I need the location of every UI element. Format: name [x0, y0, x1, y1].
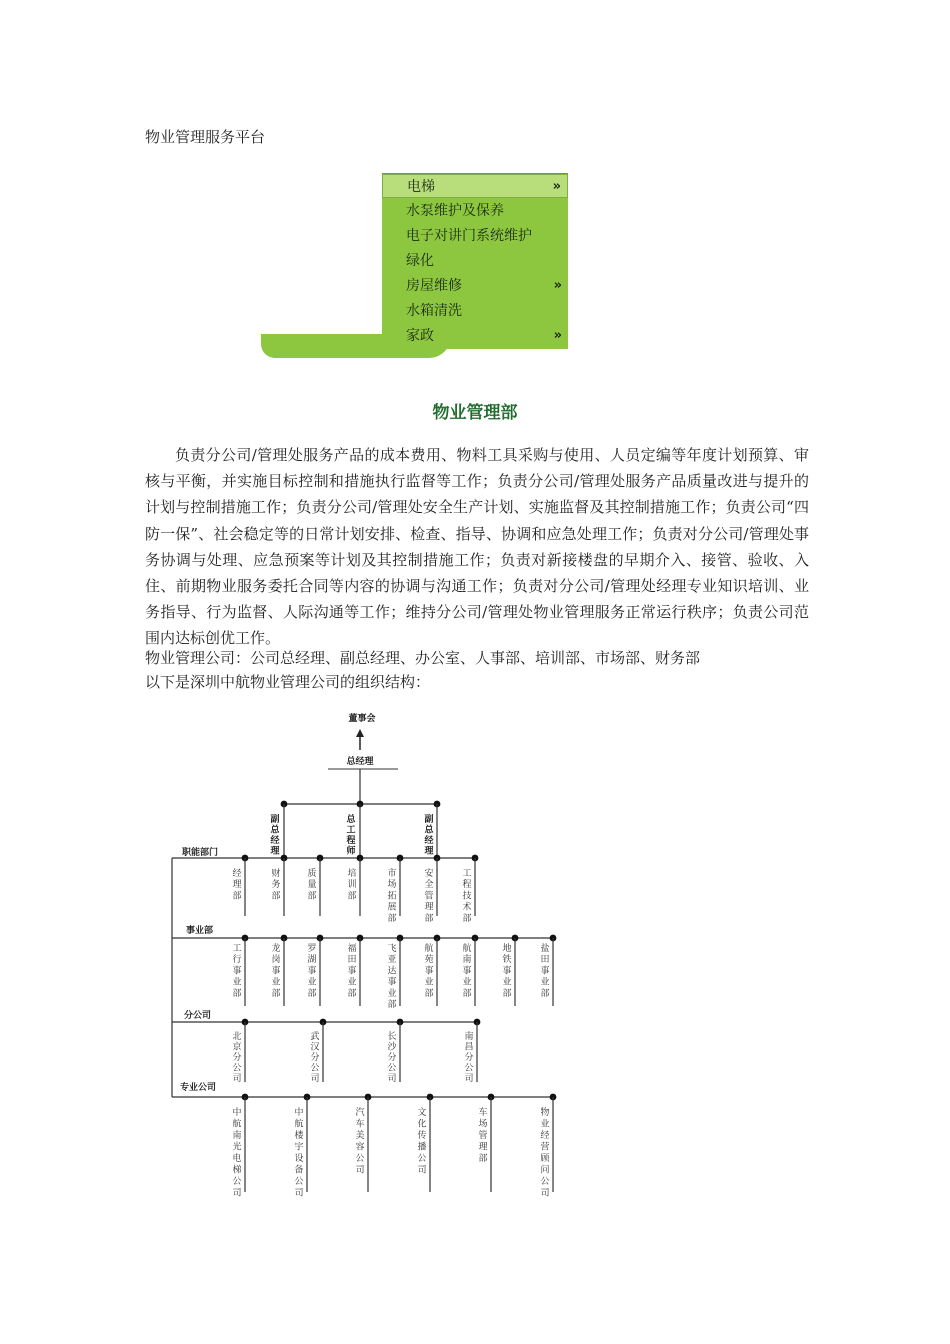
page-title: 物业管理服务平台: [145, 128, 266, 146]
node-dot: [434, 801, 441, 808]
group-label: 分公司: [184, 1011, 212, 1021]
node-dot: [242, 1019, 249, 1026]
node-dot: [474, 1019, 481, 1026]
node-dot: [242, 855, 249, 862]
unit-label: 工行事业部: [232, 944, 242, 999]
menu-item-label: 水泵维护及保养: [406, 203, 504, 219]
menu-item-house-repair[interactable]: [382, 274, 568, 298]
board-label: 董事会: [348, 714, 376, 724]
unit-label: 南昌分公司: [464, 1032, 474, 1084]
unit-label: 市场拓展部: [387, 869, 397, 924]
node-dot: [550, 935, 557, 942]
menu-item-tank-cleaning[interactable]: [382, 299, 568, 323]
unit-label: 龙岗事业部: [271, 944, 281, 999]
executive-label: 总工程师: [346, 815, 356, 857]
unit-label: 盐田事业部: [540, 944, 550, 999]
group-label: 专业公司: [180, 1083, 217, 1093]
unit-label: 安全管理部: [424, 869, 434, 924]
menu-item-greening[interactable]: [382, 249, 568, 273]
node-dot: [488, 1094, 495, 1101]
menu-item-label: 电子对讲门系统维护: [406, 228, 532, 244]
unit-label: 经理部: [232, 869, 242, 902]
menu-item-elevator[interactable]: [382, 174, 568, 198]
section-heading: 物业管理部: [432, 403, 518, 423]
unit-label: 武汉分公司: [310, 1032, 320, 1084]
executive-label: 副总经理: [424, 815, 434, 857]
node-dot: [397, 1019, 404, 1026]
service-menu: [382, 173, 568, 349]
company-departments: 物业管理公司：公司总经理、副总经理、办公室、人事部、培训部、市场部、财务部: [145, 649, 701, 667]
unit-label: 航南事业部: [462, 944, 472, 999]
node-dot: [365, 1094, 372, 1101]
node-dot: [317, 855, 324, 862]
unit-label: 中航南光电梯公司: [232, 1108, 242, 1199]
section-body: 负责分公司/管理处服务产品的成本费用、物料工具采购与使用、人员定编等年度计划预算、审核与平衡，并实施目标控制和措施执行监督等工作；负责分公司/管理处服务产品质量改进与提升的计划与控制措施工作；负责分公司/管理处安全生产计划、实施监督及其控制措施工作；负责公司“四防一保”、社会稳定等的日常计划安排、检查、指导、协调和应急处理工作；负责对分公司/管理处事务协调与处理、应急预案等计划及其控制措施工作；负责对新接楼盘的早期介入、接管、验收、入住、前期物业服务委托合同等内容的协调与沟通工作；负责对分公司/管理处经理专业知识培训、业务指导、行为监督、人际沟通等工作；维持分公司/管理处物业管理服务正常运行秩序；负责公司范围内达标创优工作。: [145, 446, 809, 648]
node-dot: [550, 1094, 557, 1101]
unit-label: 中航楼宇设备公司: [294, 1108, 304, 1199]
group-label: 事业部: [186, 926, 214, 936]
group-label: 职能部门: [182, 848, 219, 858]
node-dot: [242, 935, 249, 942]
menu-item-label: 房屋维修: [406, 278, 462, 294]
executive-label: 副总经理: [270, 815, 280, 857]
node-dot: [397, 855, 404, 862]
chevron-right-icon: »: [553, 278, 562, 293]
unit-label: 汽车美容公司: [355, 1108, 365, 1176]
unit-label: 福田事业部: [347, 944, 357, 999]
unit-label: 物业经营顾问公司: [540, 1108, 550, 1199]
node-dot: [320, 1019, 327, 1026]
node-dot: [427, 1094, 434, 1101]
unit-label: 财务部: [271, 869, 281, 902]
unit-label: 质量部: [307, 869, 317, 902]
unit-label: 工程技术部: [462, 869, 472, 924]
chevron-right-icon: »: [553, 328, 562, 343]
node-dot: [434, 935, 441, 942]
menu-item-water-pump[interactable]: [382, 199, 568, 223]
unit-label: 车场管理部: [478, 1108, 488, 1164]
node-dot: [472, 855, 479, 862]
org-intro: 以下是深圳中航物业管理公司的组织结构：: [145, 673, 431, 691]
general-manager-label: 总经理: [346, 757, 374, 767]
node-dot: [357, 801, 364, 808]
node-dot: [281, 855, 288, 862]
arrow-up-icon: [356, 729, 364, 737]
unit-label: 航苑事业部: [424, 944, 434, 999]
menu-item-label: 电梯: [407, 179, 435, 195]
node-dot: [434, 855, 441, 862]
unit-label: 文化传播公司: [417, 1108, 427, 1176]
unit-label: 长沙分公司: [387, 1032, 397, 1084]
node-dot: [304, 1094, 311, 1101]
menu-item-label: 绿化: [406, 253, 434, 269]
menu-item-housekeeping[interactable]: [382, 324, 568, 348]
menu-item-intercom[interactable]: [382, 224, 568, 248]
node-dot: [357, 935, 364, 942]
node-dot: [281, 935, 288, 942]
node-dot: [317, 935, 324, 942]
menu-item-label: 水箱清洗: [406, 303, 462, 319]
menu-item-label: 家政: [406, 328, 434, 344]
unit-label: 飞亚达事业部: [387, 944, 397, 1010]
chevron-right-icon: »: [552, 179, 561, 194]
unit-label: 北京分公司: [232, 1032, 242, 1084]
node-dot: [242, 1094, 249, 1101]
node-dot: [357, 855, 364, 862]
node-dot: [281, 801, 288, 808]
unit-label: 地铁事业部: [502, 944, 512, 999]
node-dot: [512, 935, 519, 942]
node-dot: [472, 935, 479, 942]
node-dot: [397, 935, 404, 942]
unit-label: 培训部: [347, 869, 357, 902]
unit-label: 罗湖事业部: [307, 944, 317, 999]
